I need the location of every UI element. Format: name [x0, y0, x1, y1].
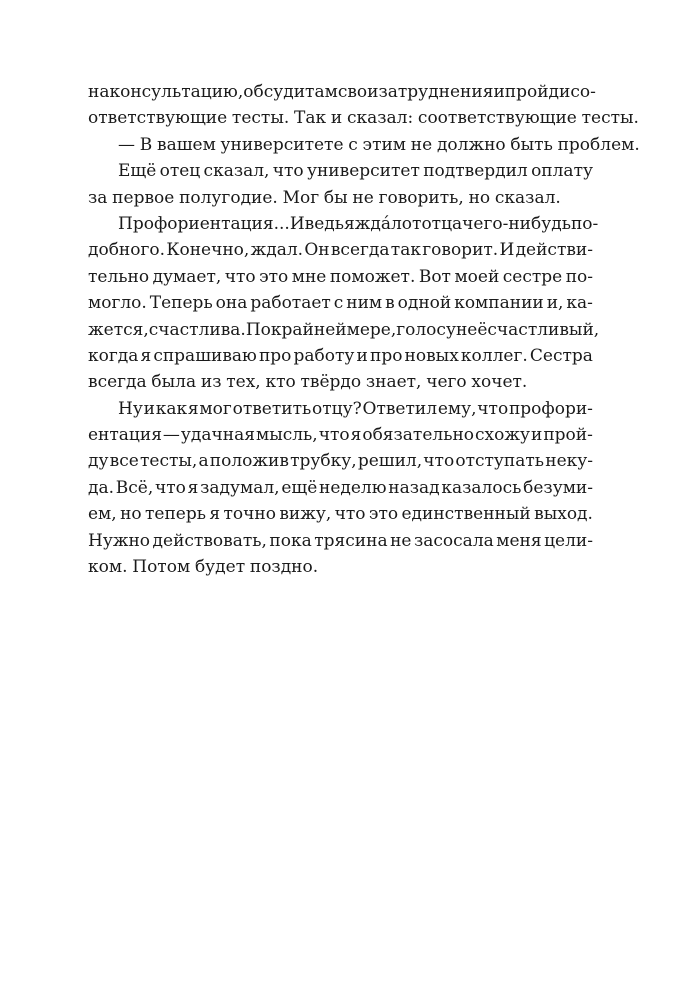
word: хочет.	[471, 372, 528, 393]
text-line	[88, 448, 593, 474]
word: и	[493, 82, 505, 102]
word: меня	[496, 530, 542, 551]
word: и	[330, 108, 343, 129]
word: сказал.	[494, 187, 561, 208]
word: Всё,	[115, 477, 154, 498]
word: работу	[293, 345, 355, 366]
text-line	[88, 343, 593, 369]
word: говорит.	[422, 240, 499, 261]
word: отца	[421, 213, 463, 234]
word: твёрдо	[300, 372, 362, 393]
word: от	[401, 213, 422, 234]
word: ответить	[232, 398, 312, 419]
word: Потом	[132, 557, 191, 578]
word: В	[139, 134, 153, 155]
word: но	[120, 504, 142, 525]
word: я	[344, 213, 355, 234]
word: поможет.	[329, 266, 416, 287]
word: ем,	[88, 504, 117, 525]
word: спрашиваю	[153, 345, 257, 366]
word: крайней	[270, 319, 347, 340]
word: из	[200, 372, 222, 393]
word: тех,	[226, 372, 261, 393]
word: могло.	[88, 293, 147, 314]
word: сестре	[502, 266, 563, 287]
word: я	[140, 345, 152, 366]
word: что	[334, 504, 366, 525]
word: отцу?	[312, 398, 362, 419]
word: схожу	[475, 425, 530, 446]
word: счастливый,	[487, 319, 600, 340]
word: кто	[265, 372, 296, 393]
word: засосала	[414, 530, 494, 551]
word: выход.	[534, 504, 593, 525]
word: всегда	[330, 240, 390, 261]
word: вашем	[157, 134, 216, 155]
word: тесты,	[139, 451, 198, 472]
word: это	[259, 266, 289, 287]
word: всегда	[88, 372, 147, 393]
word: что	[477, 398, 509, 419]
word: И	[499, 240, 515, 261]
word: знает,	[365, 372, 422, 393]
word: Сестра	[529, 345, 593, 366]
word: а	[198, 451, 209, 472]
word: компании	[454, 293, 544, 314]
word: И	[289, 213, 305, 234]
word: и	[356, 345, 368, 366]
word: у	[445, 319, 456, 340]
word: решил,	[357, 451, 423, 472]
word: новых	[404, 345, 459, 366]
text-line	[88, 369, 593, 395]
word: оплату	[531, 161, 593, 182]
word: обязательно	[362, 425, 475, 446]
text-line	[88, 237, 593, 263]
word: пройди	[504, 82, 571, 102]
word: добного.	[88, 240, 166, 261]
word: положив	[209, 451, 289, 472]
word: действи-	[515, 240, 593, 261]
word: мысль,	[255, 425, 318, 446]
word: и,	[546, 293, 564, 314]
word: мог	[199, 398, 232, 419]
word: будет	[194, 557, 246, 578]
word: точно	[223, 504, 276, 525]
word: с	[333, 293, 344, 314]
word: первое	[112, 187, 175, 208]
text-line	[88, 132, 640, 158]
text-line	[88, 422, 593, 448]
word: это	[368, 504, 399, 525]
word: но	[468, 187, 491, 208]
word: что	[272, 161, 304, 182]
word: Нужно	[88, 530, 151, 551]
word: когда	[88, 345, 139, 366]
word: действовать,	[152, 530, 267, 551]
word: думает,	[152, 266, 222, 287]
word: подтвердил	[423, 161, 528, 182]
word: поздно.	[249, 557, 319, 578]
word: все	[109, 451, 139, 472]
text-line	[88, 79, 596, 105]
word: консультацию,	[109, 82, 244, 102]
word: ведь	[304, 213, 345, 234]
word: да.	[88, 477, 115, 498]
text-line	[88, 185, 593, 211]
word: этим	[362, 134, 407, 155]
text-line	[88, 105, 639, 131]
word: профори-	[508, 398, 593, 419]
word: не	[390, 530, 412, 551]
word: неё	[455, 319, 488, 340]
word: единственный	[401, 504, 531, 525]
word: ещё	[281, 477, 318, 498]
word: работает	[250, 293, 331, 314]
word: за	[88, 187, 108, 208]
word: я	[187, 477, 199, 498]
word: со-	[570, 82, 596, 102]
word: ждáл	[354, 213, 402, 234]
word: проблем.	[557, 134, 640, 155]
word: коллег.	[460, 345, 528, 366]
word: ответствующие	[88, 108, 228, 129]
word: не	[352, 187, 374, 208]
word: университете	[220, 134, 344, 155]
word: ждал.	[250, 240, 304, 261]
word: с	[348, 134, 358, 155]
text-line	[88, 396, 593, 422]
word: трясина	[314, 530, 388, 551]
word: отец	[159, 161, 201, 182]
word: как	[155, 398, 188, 419]
word: цели-	[544, 530, 593, 551]
word: так	[390, 240, 421, 261]
word: неделю	[319, 477, 387, 498]
word: я	[187, 398, 199, 419]
text-line	[88, 528, 593, 554]
word: что	[224, 266, 256, 287]
word: удачная	[180, 425, 255, 446]
word: про	[369, 345, 403, 366]
word: Профориентация...	[118, 213, 290, 234]
word: быть	[510, 134, 553, 155]
word: мере,	[346, 319, 397, 340]
text-line	[88, 501, 593, 527]
word: про	[258, 345, 292, 366]
word: —	[118, 134, 135, 155]
word: чего-нибудь	[462, 213, 571, 234]
word: назад	[388, 477, 440, 498]
word: полугодие.	[179, 187, 278, 208]
word: по-	[565, 266, 593, 287]
word: тельно	[88, 266, 150, 287]
word: ним	[346, 293, 383, 314]
text-line	[88, 554, 593, 580]
word: она	[215, 293, 248, 314]
text-line	[88, 290, 593, 316]
text-line	[88, 317, 600, 343]
word: —	[162, 425, 180, 446]
word: ка-	[566, 293, 593, 314]
word: неку-	[545, 451, 593, 472]
word: говорить,	[378, 187, 464, 208]
word: Так	[294, 108, 327, 129]
word: Он	[304, 240, 330, 261]
word: там	[305, 82, 338, 102]
word: задумал,	[200, 477, 280, 498]
word: университет	[306, 161, 420, 182]
word: Ещё	[118, 161, 157, 182]
page-body-text	[88, 79, 640, 580]
word: что	[423, 451, 455, 472]
word: я	[209, 504, 221, 525]
word: и	[531, 425, 543, 446]
text-line	[88, 158, 593, 184]
word: была	[151, 372, 197, 393]
word: сказал,	[203, 161, 270, 182]
word: Ответил	[362, 398, 438, 419]
word: теперь	[145, 504, 207, 525]
word: чего	[426, 372, 467, 393]
word: отступать	[455, 451, 545, 472]
word: Ну	[118, 398, 143, 419]
word: затруднения	[378, 82, 494, 102]
word: ентация	[88, 425, 162, 446]
word: я	[350, 425, 362, 446]
word: казалось	[441, 477, 522, 498]
word: по-	[570, 213, 599, 234]
word: должно	[436, 134, 506, 155]
word: вижу,	[279, 504, 332, 525]
word: в	[385, 293, 395, 314]
word: ему,	[437, 398, 477, 419]
word: сказал:	[346, 108, 414, 129]
text-line	[88, 264, 593, 290]
word: Вот	[418, 266, 451, 287]
word: тесты.	[231, 108, 290, 129]
text-line	[88, 475, 593, 501]
word: одной	[397, 293, 452, 314]
word: бы	[323, 187, 348, 208]
word: на	[88, 82, 110, 102]
word: По	[245, 319, 271, 340]
word: Теперь	[149, 293, 213, 314]
word: безуми-	[523, 477, 593, 498]
word: ду	[88, 451, 109, 472]
word: пока	[269, 530, 312, 551]
word: прой-	[543, 425, 593, 446]
word: и	[143, 398, 155, 419]
word: голос	[396, 319, 446, 340]
word: свои	[337, 82, 379, 102]
word: Мог	[282, 187, 320, 208]
word: тесты.	[581, 108, 639, 129]
word: жется,	[88, 319, 149, 340]
word: что	[318, 425, 350, 446]
word: что	[155, 477, 186, 498]
word: счастлива.	[148, 319, 246, 340]
text-line	[88, 211, 599, 237]
word: Конечно,	[166, 240, 250, 261]
word: ком.	[88, 557, 128, 578]
word: мне	[291, 266, 327, 287]
word: не	[410, 134, 433, 155]
word: трубку,	[290, 451, 357, 472]
word: моей	[454, 266, 500, 287]
word: обсуди	[243, 82, 306, 102]
word: соответствующие	[417, 108, 577, 129]
